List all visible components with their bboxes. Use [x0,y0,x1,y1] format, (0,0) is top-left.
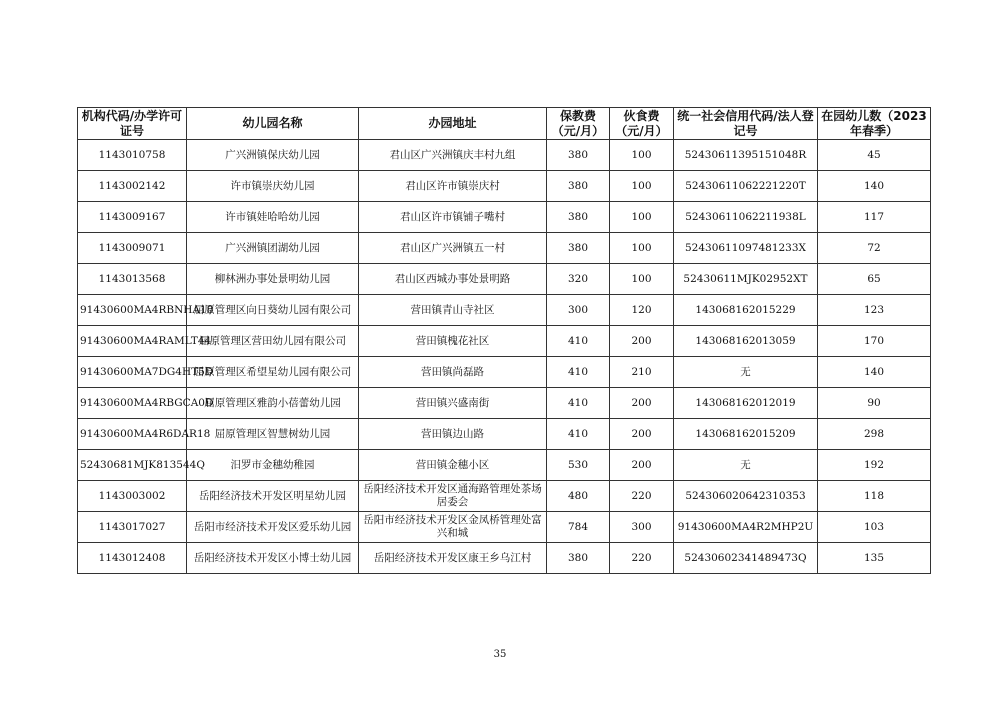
page-number: 35 [493,649,507,660]
header-meal-fee: 伙食费（元/月） [610,108,674,140]
cell-meal-fee: 100 [610,202,674,233]
cell-org-code: 1143003002 [78,481,187,512]
cell-credit-code: 143068162015229 [674,295,818,326]
cell-enrollment: 118 [818,481,931,512]
cell-tuition-fee: 410 [547,388,610,419]
table-row [78,357,931,388]
cell-kindergarten-name: 汨罗市金穗幼稚园 [187,450,359,481]
cell-tuition-fee: 300 [547,295,610,326]
table-row [78,481,931,512]
cell-enrollment: 170 [818,326,931,357]
cell-credit-code: 52430611062221220T [674,171,818,202]
cell-org-code: 52430681MJK813544Q [78,450,187,481]
cell-address: 君山区西城办事处景明路 [359,264,547,295]
header-kindergarten-name: 幼儿园名称 [187,108,359,140]
cell-credit-code: 52430611MJK02952XT [674,264,818,295]
kindergarten-table [77,107,931,574]
cell-meal-fee: 220 [610,481,674,512]
cell-org-code: 91430600MA4R6DAR18 [78,419,187,450]
cell-meal-fee: 300 [610,512,674,543]
cell-tuition-fee: 410 [547,326,610,357]
cell-credit-code: 52430611395151048R [674,140,818,171]
cell-meal-fee: 200 [610,419,674,450]
cell-enrollment: 103 [818,512,931,543]
cell-meal-fee: 200 [610,388,674,419]
cell-kindergarten-name: 岳阳经济技术开发区明星幼儿园 [187,481,359,512]
cell-tuition-fee: 320 [547,264,610,295]
cell-kindergarten-name: 许市镇崇庆幼儿园 [187,171,359,202]
cell-address: 君山区广兴洲镇五一村 [359,233,547,264]
cell-tuition-fee: 530 [547,450,610,481]
cell-address: 君山区广兴洲镇庆丰村九组 [359,140,547,171]
cell-kindergarten-name: 屈原管理区希望星幼儿园有限公司 [187,357,359,388]
cell-kindergarten-name: 广兴洲镇团湖幼儿园 [187,233,359,264]
cell-enrollment: 135 [818,543,931,574]
cell-tuition-fee: 784 [547,512,610,543]
cell-org-code: 91430600MA4RAMLT44 [78,326,187,357]
table-row [78,419,931,450]
cell-enrollment: 123 [818,295,931,326]
cell-enrollment: 298 [818,419,931,450]
cell-credit-code: 91430600MA4R2MHP2U [674,512,818,543]
cell-org-code: 1143017027 [78,512,187,543]
table-row [78,140,931,171]
cell-kindergarten-name: 岳阳市经济技术开发区爱乐幼儿园 [187,512,359,543]
cell-tuition-fee: 380 [547,171,610,202]
cell-address: 岳阳经济技术开发区康王乡乌江村 [359,543,547,574]
cell-kindergarten-name: 柳林洲办事处景明幼儿园 [187,264,359,295]
cell-credit-code: 524306020642310353 [674,481,818,512]
cell-enrollment: 72 [818,233,931,264]
cell-org-code: 1143002142 [78,171,187,202]
cell-enrollment: 90 [818,388,931,419]
header-enrollment: 在园幼儿数（2023年春季） [818,108,931,140]
table-row [78,512,931,543]
table-row [78,388,931,419]
cell-enrollment: 45 [818,140,931,171]
cell-credit-code: 52430611062211938L [674,202,818,233]
cell-tuition-fee: 410 [547,419,610,450]
cell-enrollment: 192 [818,450,931,481]
cell-kindergarten-name: 屈原管理区雅韵小蓓蕾幼儿园 [187,388,359,419]
cell-meal-fee: 200 [610,450,674,481]
cell-address: 君山区许市镇崇庆村 [359,171,547,202]
cell-credit-code: 无 [674,450,818,481]
cell-meal-fee: 200 [610,326,674,357]
cell-credit-code: 52430602341489473Q [674,543,818,574]
cell-enrollment: 117 [818,202,931,233]
table-row [78,326,931,357]
table-row [78,450,931,481]
cell-address: 岳阳市经济技术开发区金凤桥管理处富兴和城 [359,512,547,543]
cell-org-code: 1143013568 [78,264,187,295]
header-address: 办园地址 [359,108,547,140]
cell-meal-fee: 100 [610,140,674,171]
cell-org-code: 1143009167 [78,202,187,233]
cell-credit-code: 143068162013059 [674,326,818,357]
cell-org-code: 1143012408 [78,543,187,574]
cell-tuition-fee: 410 [547,357,610,388]
cell-meal-fee: 100 [610,171,674,202]
cell-tuition-fee: 380 [547,543,610,574]
cell-credit-code: 143068162015209 [674,419,818,450]
cell-address: 岳阳经济技术开发区通海路管理处茶场居委会 [359,481,547,512]
cell-kindergarten-name: 广兴洲镇保庆幼儿园 [187,140,359,171]
header-tuition-fee: 保教费（元/月） [547,108,610,140]
cell-tuition-fee: 380 [547,233,610,264]
cell-meal-fee: 120 [610,295,674,326]
cell-meal-fee: 100 [610,233,674,264]
table-row [78,264,931,295]
table-row [78,295,931,326]
cell-address: 营田镇金穗小区 [359,450,547,481]
header-org-code: 机构代码/办学许可证号 [78,108,187,140]
cell-tuition-fee: 380 [547,140,610,171]
cell-org-code: 1143009071 [78,233,187,264]
cell-org-code: 91430600MA7DG4HT5D [78,357,187,388]
cell-meal-fee: 210 [610,357,674,388]
cell-kindergarten-name: 许市镇娃哈哈幼儿园 [187,202,359,233]
table-row [78,543,931,574]
cell-meal-fee: 220 [610,543,674,574]
cell-enrollment: 140 [818,357,931,388]
table-row [78,233,931,264]
cell-kindergarten-name: 岳阳经济技术开发区小博士幼儿园 [187,543,359,574]
cell-address: 营田镇兴盛南街 [359,388,547,419]
cell-address: 君山区许市镇铺子嘴村 [359,202,547,233]
header-credit-code: 统一社会信用代码/法人登记号 [674,108,818,140]
cell-credit-code: 无 [674,357,818,388]
cell-credit-code: 143068162012019 [674,388,818,419]
cell-enrollment: 65 [818,264,931,295]
cell-meal-fee: 100 [610,264,674,295]
table-body [78,140,931,574]
cell-org-code: 91430600MA4RBNHA18 [78,295,187,326]
cell-address: 营田镇槐花社区 [359,326,547,357]
cell-address: 营田镇青山寺社区 [359,295,547,326]
cell-enrollment: 140 [818,171,931,202]
cell-kindergarten-name: 屈原管理区营田幼儿园有限公司 [187,326,359,357]
table-row [78,171,931,202]
cell-kindergarten-name: 屈原管理区向日葵幼儿园有限公司 [187,295,359,326]
cell-credit-code: 52430611097481233X [674,233,818,264]
cell-address: 营田镇边山路 [359,419,547,450]
table-header-row [78,108,931,140]
table-row [78,202,931,233]
cell-tuition-fee: 380 [547,202,610,233]
cell-org-code: 91430600MA4RBGCA0D [78,388,187,419]
cell-address: 营田镇尚磊路 [359,357,547,388]
cell-kindergarten-name: 屈原管理区智慧树幼儿园 [187,419,359,450]
cell-tuition-fee: 480 [547,481,610,512]
cell-org-code: 1143010758 [78,140,187,171]
